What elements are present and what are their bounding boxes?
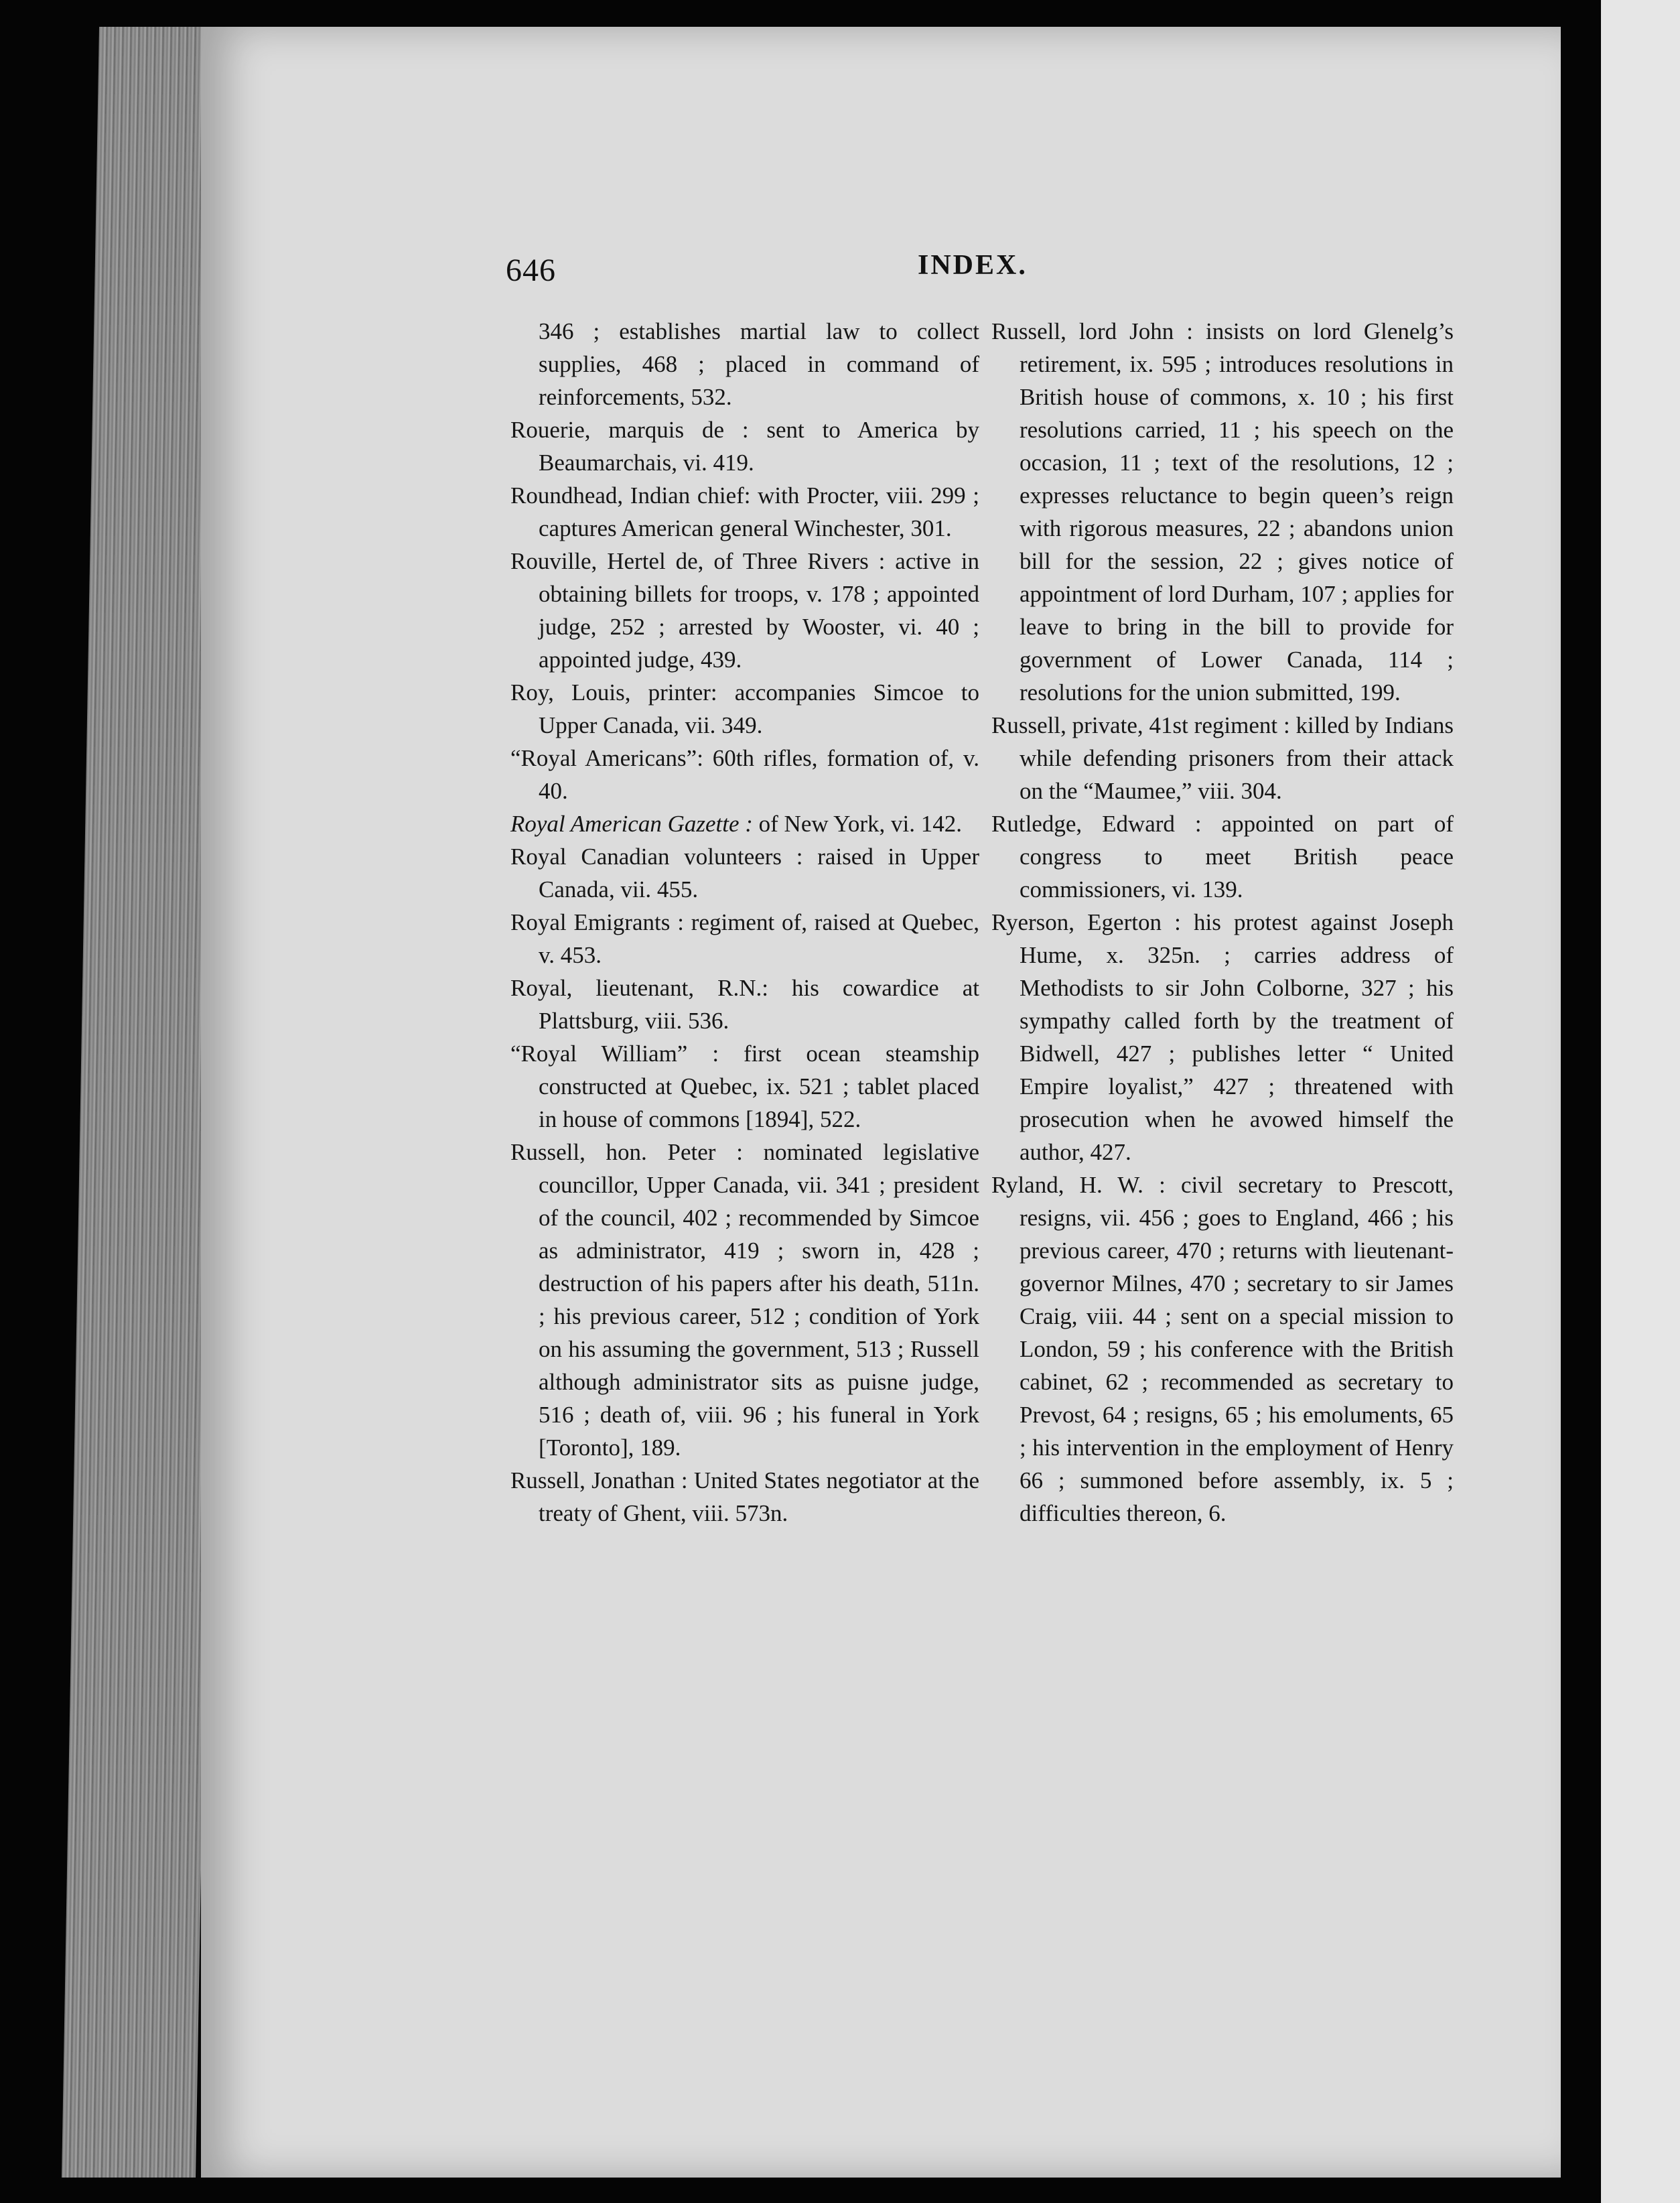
- index-entry: Rouville, Hertel de, of Three Rivers : active in obtaining billets for troops, v. 178 ; appointed judge, 252 ; arrested by Wooster, vi. 40 ; appointed judge, 439.: [510, 548, 979, 673]
- index-entry: “Royal Americans”: 60th rifles, formation of, v. 40.: [510, 745, 979, 804]
- index-entry: Russell, hon. Peter : nominated legislative councillor, Upper Canada, vii. 341 ; president of the council, 402 ; recommended by Simcoe as administrator, 419 ; sworn in, 428 ; destruction of his papers after his death, 511n. ; his previous career, 512 ; condition of York on his assuming the government, 513 ; Russell although administrator sits as puisne judge, 516 ; death of, viii. 96 ; his funeral in York [Toronto], 189.: [510, 1139, 979, 1461]
- index-entry: Roundhead, Indian chief: with Procter, viii. 299 ; captures American general Winchester, 301.: [510, 482, 979, 541]
- index-entry: Rouerie, marquis de : sent to America by Beaumarchais, vi. 419.: [510, 417, 979, 476]
- index-entry-italic-heading: Royal American Gazette :: [510, 811, 753, 837]
- index-entry: Royal Emigrants : regiment of, raised at Quebec, v. 453.: [510, 909, 979, 968]
- index-entry: Roy, Louis, printer: accompanies Simcoe to Upper Canada, vii. 349.: [510, 679, 979, 738]
- index-entry: “Royal William” : first ocean steamship constructed at Quebec, ix. 521 ; tablet placed in house of commons [1894], 522.: [510, 1041, 979, 1132]
- page-number: 646: [506, 253, 556, 288]
- index-entry: Russell, private, 41st regiment : killed by Indians while defending prisoners from their attack on the “Maumee,” viii. 304.: [991, 712, 1454, 804]
- index-column-right: [991, 315, 1454, 1530]
- index-entry: Rutledge, Edward : appointed on part of congress to meet British peace commissioners, vi. 139.: [991, 811, 1454, 903]
- index-entry-text: of New York, vi. 142.: [752, 811, 963, 837]
- index-entry: Russell, lord John : insists on lord Glenelg’s retirement, ix. 595 ; introduces resolutions in British house of commons, x. 10 ; his first resolutions carried, 11 ; his speech on the occasion, 11 ; text of the resolutions, 12 ; expresses reluctance to begin queen’s reign with rigorous measures, 22 ; abandons union bill for the session, 22 ; gives notice of appointment of lord Durham, 107 ; applies for leave to bring in the bill to provide for government of Lower Canada, 114 ; resolutions for the union submitted, 199.: [991, 318, 1454, 706]
- facing-page-edge: [1601, 0, 1680, 2203]
- index-entry: Ryerson, Egerton : his protest against Joseph Hume, x. 325n. ; carries address of Methodists to sir John Colborne, 327 ; his sympathy called forth by the treatment of Bidwell, 427 ; publishes letter “ United Empire loyalist,” 427 ; threatened with prosecution when he avowed himself the author, 427.: [991, 909, 1454, 1165]
- running-head: INDEX.: [918, 250, 1028, 281]
- index-entry: 346 ; establishes martial law to collect supplies, 468 ; placed in command of reinforcements, 532.: [539, 318, 979, 410]
- index-entry: [510, 807, 979, 840]
- index-entry: Royal, lieutenant, R.N.: his cowardice at Plattsburg, viii. 536.: [510, 975, 979, 1034]
- index-entry: Royal Canadian volunteers : raised in Upper Canada, vii. 455.: [510, 844, 979, 903]
- index-entry: Russell, Jonathan : United States negotiator at the treaty of Ghent, viii. 573n.: [510, 1467, 979, 1526]
- index-column-left: [510, 315, 979, 1530]
- index-entry: Ryland, H. W. : civil secretary to Prescott, resigns, vii. 456 ; goes to England, 466 ; his previous career, 470 ; returns with lieutenant-governor Milnes, 470 ; secretary to sir James Craig, viii. 44 ; sent on a special mission to London, 59 ; his conference with the British cabinet, 62 ; recommended as secretary to Prevost, 64 ; resigns, 65 ; his emoluments, 65 ; his intervention in the employment of Henry 66 ; summoned before assembly, ix. 5 ; difficulties thereon, 6.: [991, 1172, 1454, 1526]
